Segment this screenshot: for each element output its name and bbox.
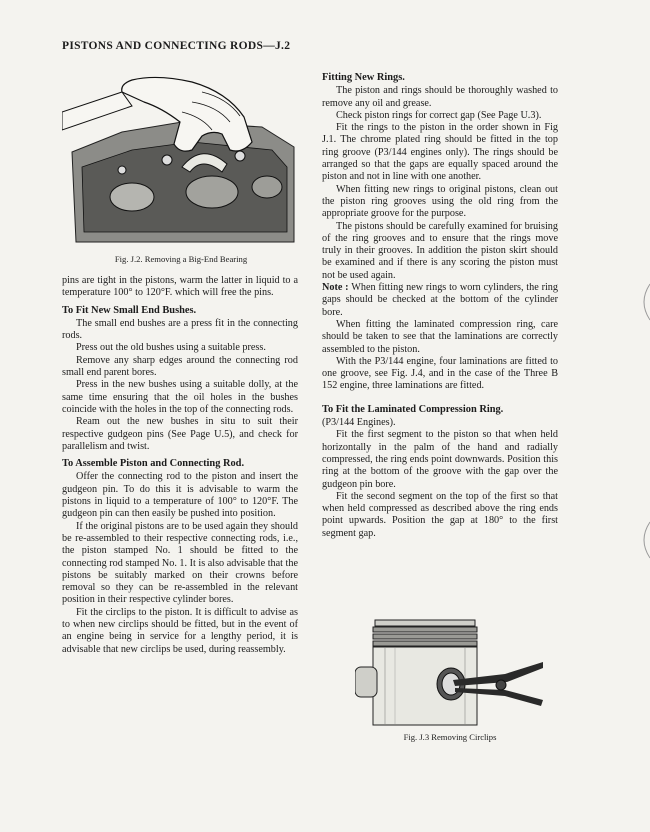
paragraph: Fit the second segment on the top of the first so that when held compressed as described above the ring ends point upwards. Position the gap at 180° to the first segment gap.	[322, 490, 558, 539]
note-text: When fitting new rings to worn cylinders, the ring gaps should be checked at the bottom of the cylinder bore.	[322, 282, 558, 318]
note-paragraph	[322, 282, 558, 319]
page-header: PISTONS AND CONNECTING RODS—J.2	[62, 40, 291, 52]
paragraph: Press in the new bushes using a suitable dolly, at the same time ensuring that the oil holes in the bushes coincide with the holes in the top of the connecting rods.	[62, 379, 298, 415]
paragraph: The piston and rings should be thoroughly washed to remove any oil and grease.	[322, 85, 558, 109]
paragraph: Press out the old bushes using a suitable press.	[76, 342, 266, 354]
removing-circlips-illustration	[355, 612, 545, 730]
paragraph: Ream out the new bushes in situ to suit their respective gudgeon pins (See Page U.5), and check for parallelism and twist.	[62, 416, 298, 452]
note-label: Note :	[322, 282, 349, 294]
paragraph: Fit the rings to the piston in the order shown in Fig J.1. The chrome plated ring should be fitted in the top ring groove (P3/144 engines only). The rings should be arranged so that the gaps are equally spaced around the piston and not in line with one another.	[322, 122, 558, 183]
page-edge-mark	[636, 520, 650, 560]
figure-j3	[355, 612, 545, 752]
figure-j2-caption: Fig. J.2. Removing a Big-End Bearing	[114, 254, 248, 264]
section-heading-assemble-piston: To Assemble Piston and Connecting Rod.	[62, 458, 245, 470]
figure-j3-caption: Fig. J.3 Removing Circlips	[403, 732, 497, 742]
paragraph: pins are tight in the pistons, warm the latter in liquid to a temperature 100° to 120°F. which will free the pins.	[62, 275, 298, 299]
left-column	[62, 275, 298, 656]
paragraph: When fitting new rings to original pistons, clean out the piston ring grooves using the old ring from the appropriate groove for the purpose.	[322, 183, 558, 220]
paragraph: The small end bushes are a press fit in the connecting rods.	[62, 317, 298, 342]
paragraph: Offer the connecting rod to the piston and insert the gudgeon pin. To do this it is advisable to warm the pistons in liquid to a temperature of 100° to 120°F. The gudgeon pin can then easily be pushed into position.	[62, 471, 298, 520]
section-heading-laminated-ring: To Fit the Laminated Compression Ring.	[322, 403, 504, 415]
paragraph: The pistons should be carefully examined for bruising of the ring grooves and to ensure that the rings move truly in their grooves. In addition the piston skirt should be examined and if there is any scoring the piston must not be used again.	[322, 220, 558, 281]
section-heading-small-end-bushes: To Fit New Small End Bushes.	[62, 304, 197, 316]
big-end-bearing-illustration	[62, 72, 300, 250]
paragraph: Fit the first segment to the piston so that when held horizontally in the palm of the hand and radially compressed, the ring ends point downwards. Position this ring at the bottom of the groove with the gap over the gudgeon pin bore.	[322, 429, 558, 490]
section-heading-fitting-rings: Fitting New Rings.	[322, 72, 405, 83]
paragraph: Remove any sharp edges around the connecting rod small end parent bores.	[62, 354, 298, 379]
subheading: (P3/144 Engines).	[322, 417, 396, 429]
paragraph: When fitting the laminated compression ring, care should be taken to see that the laminations are correctly assembled to the piston.	[322, 318, 558, 355]
page-edge-mark	[636, 282, 650, 322]
right-column	[322, 72, 558, 540]
paragraph: If the original pistons are to be used again they should be re-assembled to their respective connecting rods, i.e., the piston stamped No. 1 should be fitted to the connecting rod stamped No. 1. It is also advisable that the pistons be suitably marked on their crowns before removal so they can be re-assembled in the relevant position in their respective cylinder bores.	[62, 520, 298, 606]
paragraph: Fit the circlips to the piston. It is difficult to advise as to when new circlips should be fitted, but in the event of an engine being in service for a lengthy period, it is advisable that new circlips be used, during reassembly.	[62, 606, 298, 655]
paragraph: With the P3/144 engine, four laminations are fitted to one groove, see Fig. J.4, and in the case of the Three B 152 engine, three laminations are fitted.	[322, 355, 558, 392]
figure-j2	[62, 72, 300, 262]
paragraph: Check piston rings for correct gap (See Page U.3).	[336, 109, 542, 121]
